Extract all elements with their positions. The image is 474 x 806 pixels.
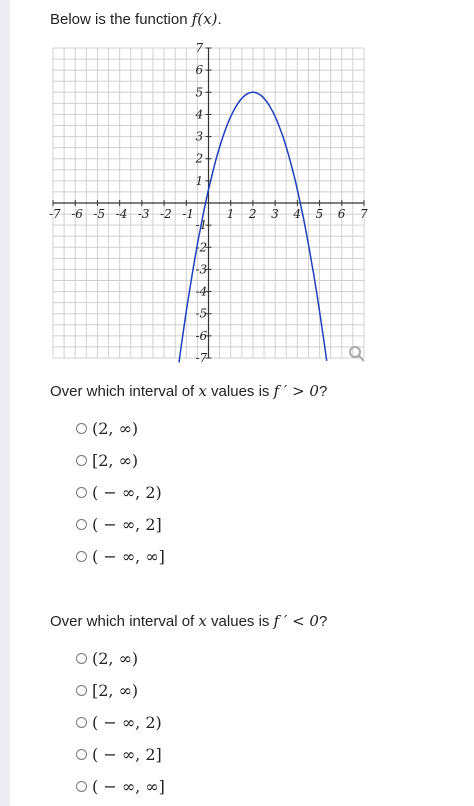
y-tick-label: -5	[195, 306, 208, 321]
q1-qmark: ?	[318, 383, 328, 400]
y-tick-label: -1	[195, 218, 208, 233]
intro-text	[50, 10, 222, 28]
q1-option[interactable]	[76, 476, 165, 508]
x-tick-label: 5	[315, 207, 324, 221]
option-label: ( − ∞, ∞]	[92, 546, 165, 566]
x-tick-label: -4	[115, 207, 128, 221]
option-label: [2, ∞)	[92, 680, 139, 700]
q2-prefix: Over which interval of	[50, 613, 195, 630]
q2-qmark: ?	[318, 613, 328, 630]
q1-variable: x	[198, 382, 207, 400]
x-tick-label: 7	[360, 207, 368, 221]
option-label: [2, ∞)	[92, 450, 139, 470]
y-tick-label: 7	[195, 42, 204, 55]
x-tick-label: 2	[248, 207, 257, 221]
q1-option[interactable]	[76, 540, 165, 572]
y-tick-label: 2	[195, 151, 204, 166]
question-f-prime-positive	[50, 382, 327, 400]
q1-mid: values is	[211, 383, 270, 400]
y-tick-label: -6	[195, 328, 208, 343]
y-tick-label: 6	[195, 63, 204, 78]
intro-period: .	[217, 11, 222, 28]
q1-option[interactable]	[76, 444, 165, 476]
radio-button[interactable]	[76, 519, 87, 530]
y-tick-label: 3	[195, 129, 204, 144]
radio-button[interactable]	[76, 685, 87, 696]
q1-condition: f ′ > 0	[273, 382, 319, 400]
magnifier-icon[interactable]	[350, 347, 364, 361]
option-label: (2, ∞)	[92, 648, 139, 668]
radio-button[interactable]	[76, 423, 87, 434]
q1-prefix: Over which interval of	[50, 383, 195, 400]
x-tick-label: -1	[182, 207, 194, 221]
radio-button[interactable]	[76, 551, 87, 562]
x-tick-label: -3	[137, 207, 150, 221]
radio-button[interactable]	[76, 487, 87, 498]
option-label: ( − ∞, 2)	[92, 712, 162, 732]
radio-button[interactable]	[76, 717, 87, 728]
q1-option[interactable]	[76, 508, 165, 540]
radio-button[interactable]	[76, 653, 87, 664]
option-label: ( − ∞, 2)	[92, 482, 162, 502]
y-tick-label: 4	[195, 107, 204, 122]
intro-label: Below is the function	[50, 11, 188, 28]
q2-option[interactable]	[76, 642, 165, 674]
option-label: ( − ∞, ∞]	[92, 776, 165, 796]
radio-button[interactable]	[76, 749, 87, 760]
x-tick-label: 4	[293, 207, 301, 221]
q1-options	[76, 412, 165, 572]
x-tick-label: 6	[337, 207, 346, 221]
radio-button[interactable]	[76, 781, 87, 792]
q2-option[interactable]	[76, 706, 165, 738]
q2-option[interactable]	[76, 674, 165, 706]
option-label: (2, ∞)	[92, 418, 139, 438]
q2-condition: f ′ < 0	[273, 612, 319, 630]
y-tick-label: -2	[195, 240, 208, 255]
option-label: ( − ∞, 2]	[92, 744, 162, 764]
q1-option[interactable]	[76, 412, 165, 444]
function-graph	[47, 42, 370, 364]
axes	[53, 48, 364, 358]
x-tick-label: -6	[71, 207, 83, 221]
x-tick-label: 1	[226, 207, 235, 221]
function-name: f(x)	[191, 10, 218, 28]
x-tick-label: -7	[49, 207, 61, 221]
option-label: ( − ∞, 2]	[92, 514, 162, 534]
q2-variable: x	[198, 612, 207, 630]
question-f-prime-negative	[50, 612, 327, 630]
x-tick-label: -5	[93, 207, 106, 221]
q2-mid: values is	[211, 613, 270, 630]
x-tick-label: -2	[160, 207, 172, 221]
q2-option[interactable]	[76, 738, 165, 770]
y-tick-label: -3	[195, 262, 208, 277]
x-tick-label: 3	[271, 207, 279, 221]
y-tick-label: -4	[195, 284, 208, 299]
q2-option[interactable]	[76, 770, 165, 802]
radio-button[interactable]	[76, 455, 87, 466]
y-tick-label: 1	[195, 173, 204, 188]
y-tick-label: 5	[195, 85, 204, 100]
left-border	[0, 0, 10, 806]
y-tick-label: -7	[195, 351, 208, 364]
q2-options	[76, 642, 165, 802]
